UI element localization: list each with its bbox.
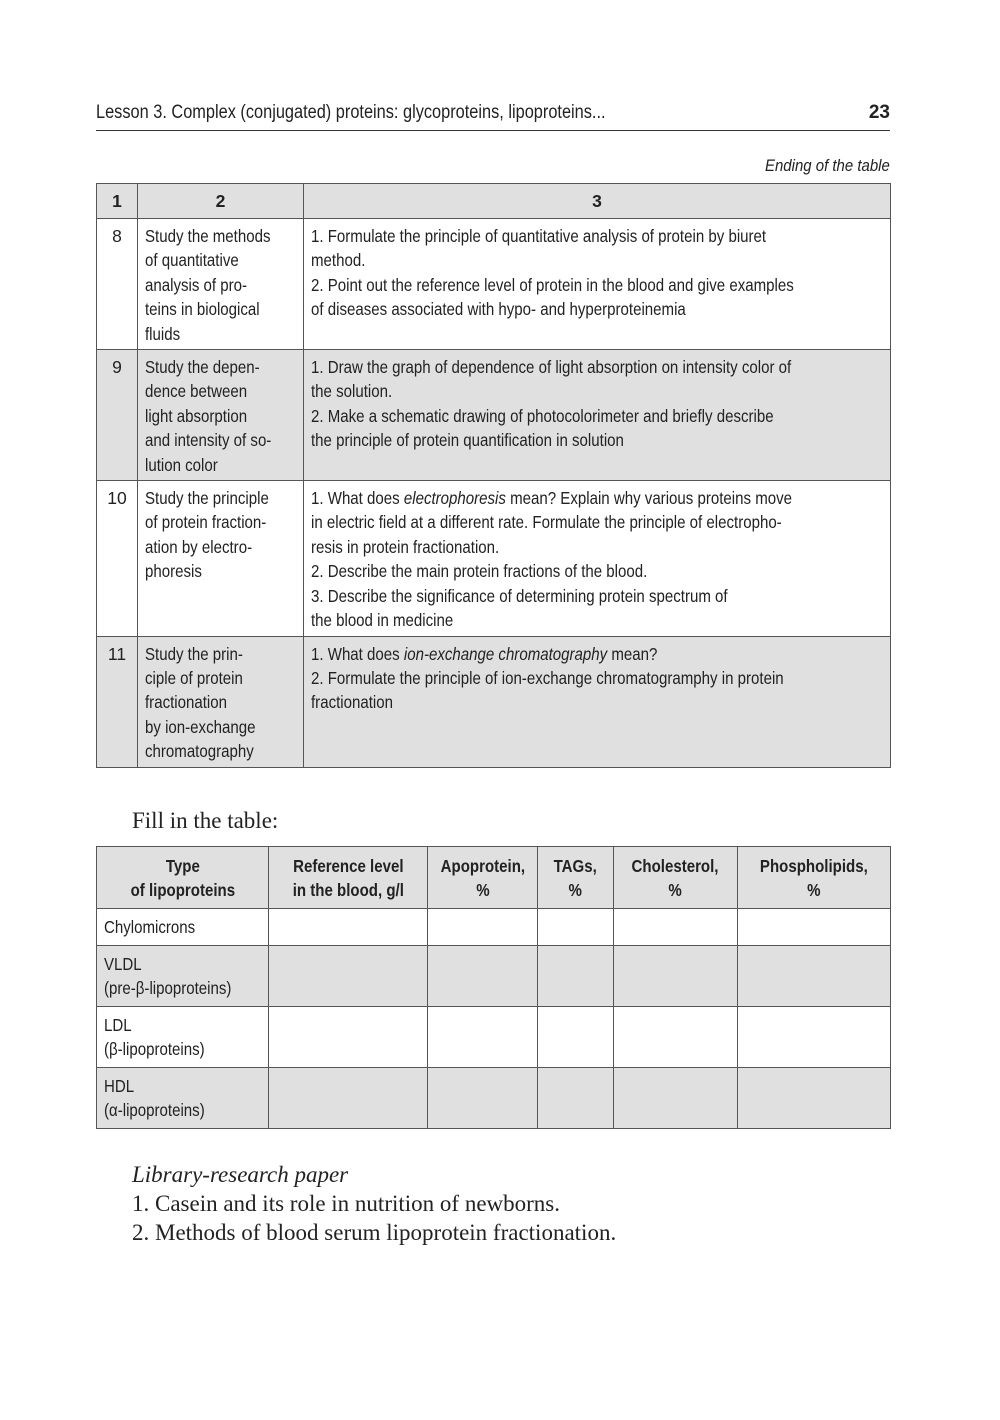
blank-cell[interactable]	[538, 1007, 614, 1068]
topic-cell: Study the depen- dence between light absorption and intensity of so- lution color	[138, 350, 304, 481]
blank-cell[interactable]	[269, 909, 428, 946]
blank-cell[interactable]	[269, 946, 428, 1007]
blank-cell[interactable]	[538, 909, 614, 946]
row-number: 10	[97, 481, 138, 636]
table-row	[97, 219, 891, 350]
column-header: 1	[97, 184, 138, 219]
task-cell: 1. Draw the graph of dependence of light absorption on intensity color of the solution. 2. Make a schematic drawing of photocolorimeter and briefly describe the principle of protein quantification in solution	[304, 350, 891, 481]
blank-cell[interactable]	[269, 1007, 428, 1068]
blank-cell[interactable]	[738, 946, 891, 1007]
emphasis: electrophoresis	[403, 488, 506, 509]
blank-cell[interactable]	[614, 1068, 738, 1129]
row-number: 11	[97, 636, 138, 767]
table-row	[97, 350, 891, 481]
blank-cell[interactable]	[614, 1007, 738, 1068]
emphasis: ion-exchange chromatography	[403, 643, 608, 664]
section-heading: Library-research paper	[132, 1162, 349, 1187]
blank-cell[interactable]	[738, 1068, 891, 1129]
table-row	[97, 481, 891, 636]
running-title: Lesson 3. Complex (conjugated) proteins: glycoproteins, lipoproteins...	[96, 102, 606, 123]
task-cell: 1. What does ion-exchange chromatography mean? 2. Formulate the principle of ion-exchange chromatogramphy in protein fractionation	[304, 636, 891, 767]
lipoprotein-type: VLDL (pre-β-lipoproteins)	[97, 946, 269, 1007]
column-header: 3	[304, 184, 891, 219]
column-header: Reference level in the blood, g/l	[269, 847, 428, 909]
lipoprotein-type: HDL (α-lipoproteins)	[97, 1068, 269, 1129]
topic-cell: Study the principle of protein fraction- ation by electro- phoresis	[138, 481, 304, 636]
lipoprotein-type: LDL (β-lipoproteins)	[97, 1007, 269, 1068]
topic-cell: Study the prin- ciple of protein fractionation by ion-exchange chromatography	[138, 636, 304, 767]
table-row	[97, 1068, 891, 1129]
table-row	[97, 909, 891, 946]
column-header: Cholesterol, %	[614, 847, 738, 909]
table-row	[97, 636, 891, 767]
topic-cell: Study the methods of quantitative analysis of pro- teins in biological fluids	[138, 219, 304, 350]
fill-in-prompt: Fill in the table:	[132, 808, 279, 833]
library-research-section	[132, 1160, 616, 1247]
task-cell: 1. Formulate the principle of quantitative analysis of protein by biuret method. 2. Point out the reference level of protein in the blood and give examples of diseases associated with hypo- and hyperproteinemia	[304, 219, 891, 350]
column-header: TAGs, %	[538, 847, 614, 909]
blank-cell[interactable]	[269, 1068, 428, 1129]
column-header: Apoprotein, %	[428, 847, 538, 909]
task-cell: 1. What does electrophoresis mean? Explain why various proteins move in electric field at a different rate. Formulate the principle of electropho- resis in protein fractionation. 2. Describe the main protein fractions of the blood. 3. Describe the significance of determining protein spectrum of the blood in medicine	[304, 481, 891, 636]
table-header-row	[97, 847, 891, 909]
table-row	[97, 1007, 891, 1068]
table-header-row	[97, 184, 891, 219]
blank-cell[interactable]	[428, 946, 538, 1007]
column-header: 2	[138, 184, 304, 219]
page-header	[96, 100, 890, 131]
blank-cell[interactable]	[538, 946, 614, 1007]
blank-cell[interactable]	[428, 1007, 538, 1068]
tasks-table	[96, 183, 891, 768]
blank-cell[interactable]	[614, 909, 738, 946]
blank-cell[interactable]	[738, 909, 891, 946]
lipoproteins-table	[96, 846, 891, 1129]
blank-cell[interactable]	[538, 1068, 614, 1129]
blank-cell[interactable]	[428, 1068, 538, 1129]
list-item: 1. Casein and its role in nutrition of newborns.	[132, 1191, 560, 1216]
blank-cell[interactable]	[428, 909, 538, 946]
row-number: 9	[97, 350, 138, 481]
list-item: 2. Methods of blood serum lipoprotein fractionation.	[132, 1220, 617, 1245]
table-continuation-caption: Ending of the table	[765, 156, 890, 175]
column-header: Type of lipoproteins	[97, 847, 269, 909]
page-number: 23	[868, 102, 890, 123]
blank-cell[interactable]	[738, 1007, 891, 1068]
blank-cell[interactable]	[614, 946, 738, 1007]
lipoprotein-type: Chylomicrons	[97, 909, 269, 946]
row-number: 8	[97, 219, 138, 350]
table-row	[97, 946, 891, 1007]
column-header: Phospholipids, %	[738, 847, 891, 909]
